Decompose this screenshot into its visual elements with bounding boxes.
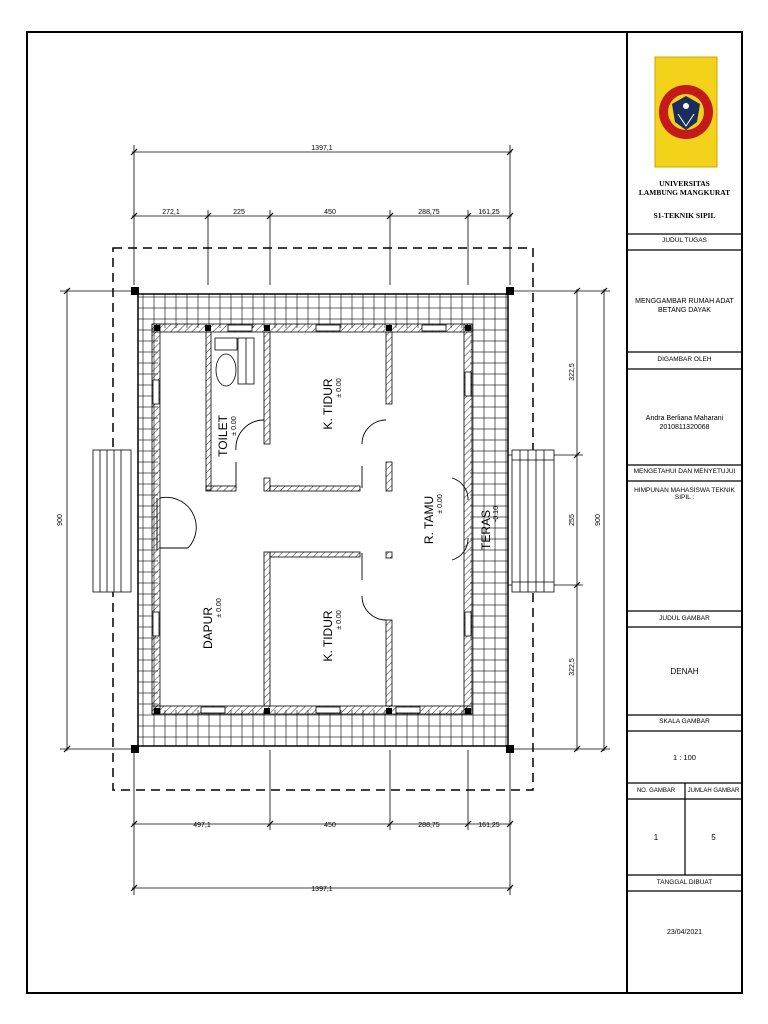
- skala-label: SKALA GAMBAR: [659, 718, 710, 725]
- dim-left-total: 900: [57, 514, 64, 526]
- university-name-line1: UNIVERSITAS: [659, 179, 710, 188]
- dim-top-segment-2: 225: [233, 209, 245, 216]
- judul-tugas-line2: BETANG DAYAK: [658, 307, 711, 314]
- dim-bottom-segment-3: 288,75: [418, 822, 440, 829]
- dim-bottom-segment-4: 161,25: [478, 822, 500, 829]
- dim-bottom-total: 1397,1: [311, 886, 333, 893]
- university-logo: [655, 57, 717, 167]
- jumlah-gambar: 5: [711, 833, 716, 842]
- room-label-kitchen: DAPUR: [201, 606, 215, 650]
- left-stairs: [93, 450, 131, 592]
- drawer-id: 2010811320068: [659, 424, 710, 431]
- drawer-name: Andra Berliana Maharani: [645, 415, 724, 422]
- room-label-toilet: TOILET: [216, 415, 230, 457]
- judul-tugas-label: JUDUL TUGAS: [662, 237, 707, 244]
- skala: 1 : 100: [673, 753, 696, 762]
- dim-top-segment-1: 272,1: [162, 209, 180, 216]
- dim-right-segment-1: 322,5: [569, 363, 576, 381]
- room-label-bedroom-bottom: K. TIDUR: [321, 610, 335, 662]
- dim-right-total: 900: [595, 514, 602, 526]
- jumlah-gambar-label: JUMLAH GAMBAR: [687, 788, 740, 794]
- program-name: S1-TEKNIK SIPIL: [653, 211, 716, 220]
- dim-right-segment-3: 322,5: [569, 658, 576, 676]
- room-label-living: R. TAMU: [422, 495, 436, 545]
- judul-tugas-line1: MENGGAMBAR RUMAH ADAT: [635, 298, 734, 305]
- judul-gambar-label: JUDUL GAMBAR: [659, 615, 710, 622]
- approver: HIMPUNAN MAHASISWA TEKNIK SIPIL :: [634, 487, 735, 501]
- mengetahui-label: MENGETAHUI DAN MENYETUJUI: [633, 468, 736, 475]
- tanggal: 23/04/2021: [666, 929, 703, 936]
- toilet-fixtures: [215, 338, 254, 386]
- room-level-terrace: -0.10: [493, 506, 500, 522]
- university-name: [627, 179, 742, 197]
- room-level-living: ± 0.00: [437, 494, 444, 514]
- university-name-line2: LAMBUNG MANGKURAT: [638, 188, 731, 197]
- room-level-kitchen: ± 0.00: [216, 598, 223, 618]
- right-stairs: [512, 450, 554, 592]
- judul-tugas: [627, 297, 742, 315]
- dim-right-segment-2: 255: [569, 514, 576, 526]
- dim-bottom-segment-2: 450: [324, 822, 336, 829]
- tanggal-label: TANGGAL DIBUAT: [656, 879, 713, 886]
- dim-bottom-segment-1: 497,1: [193, 822, 211, 829]
- terrace-floor: [138, 294, 508, 746]
- dim-top-segment-5: 161,25: [478, 209, 500, 216]
- drawer-info: [627, 414, 742, 432]
- room-level-bedroom-top: ± 0.00: [336, 378, 343, 398]
- dim-top-segment-4: 288,75: [418, 209, 440, 216]
- no-gambar-label: NO. GAMBAR: [636, 788, 676, 794]
- room-level-bedroom-bottom: ± 0.00: [336, 610, 343, 630]
- dim-top-total: 1397,1: [311, 145, 333, 152]
- dim-top-segment-3: 450: [324, 209, 336, 216]
- digambar-oleh-label: DIGAMBAR OLEH: [657, 356, 712, 363]
- judul-gambar: DENAH: [670, 667, 699, 676]
- room-level-toilet: ± 0.00: [231, 416, 238, 436]
- room-label-terrace: TERAS: [479, 509, 493, 551]
- no-gambar: 1: [653, 833, 659, 842]
- room-label-bedroom-top: K. TIDUR: [321, 378, 335, 430]
